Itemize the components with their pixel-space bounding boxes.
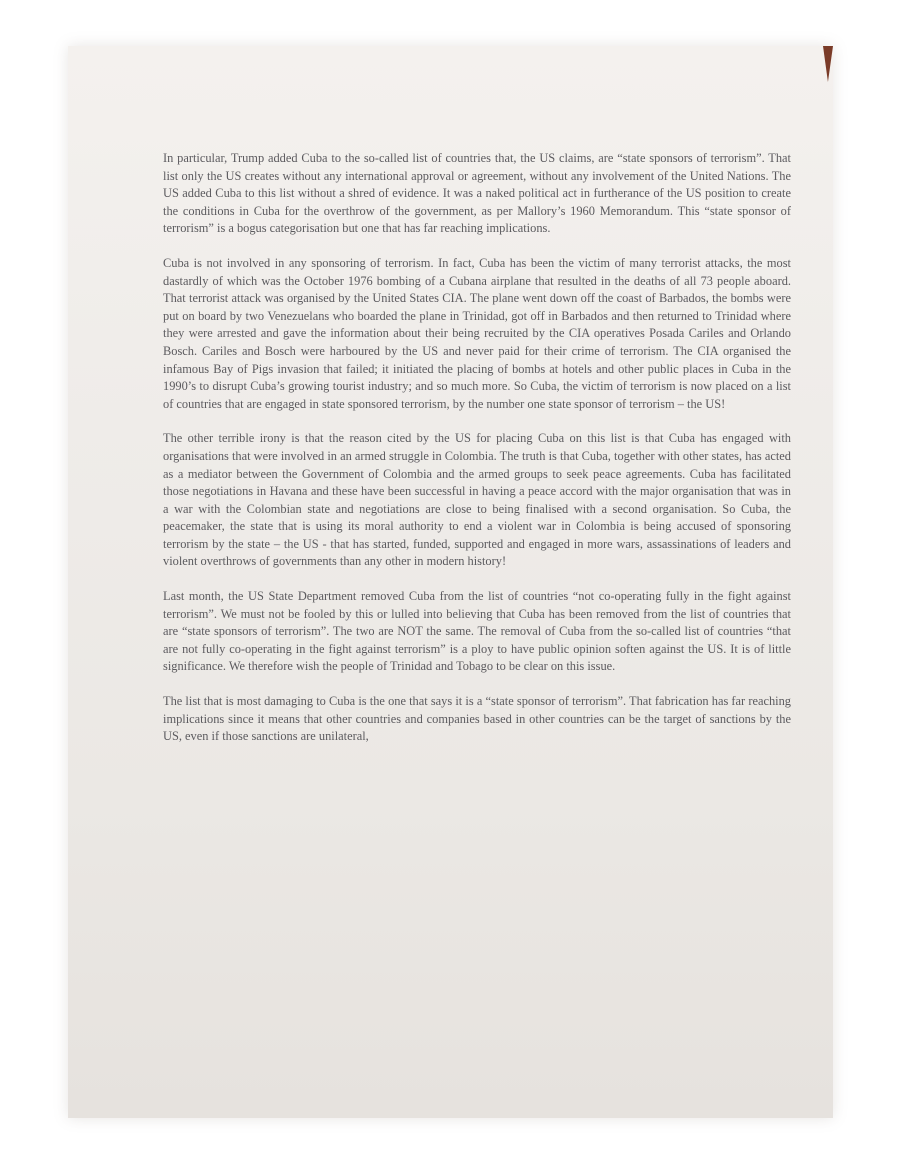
paragraph-1: In particular, Trump added Cuba to the so-called list of countries that, the US claims, are “state sponsors of terrorism”. That list only the US creates without any international approval or agreement, without any involvement of the United Nations. The US added Cuba to this list without a shred of evidence. It was a naked political act in furtherance of the US position to create the conditions in Cuba for the overthrow of the government, as per Mallory’s 1960 Memorandum. This “state sponsor of terrorism” is a bogus categorisation but one that has far reaching implications. bbox=[163, 151, 791, 236]
paper-sheet bbox=[68, 46, 833, 1118]
paragraph-5: The list that is most damaging to Cuba is the one that says it is a “state sponsor of terrorism”. That fabrication has far reaching implications since it means that other countries and companies based in other countries can be the target of sanctions by the US, even if those sanctions are unilateral, bbox=[163, 694, 791, 744]
torn-corner-mark bbox=[818, 46, 833, 82]
paragraph-2: Cuba is not involved in any sponsoring of terrorism. In fact, Cuba has been the victim of many terrorist attacks, the most dastardly of which was the October 1976 bombing of a Cubana airplane that resulted in the deaths of all 73 people aboard. That terrorist attack was organised by the United States CIA. The plane went down off the coast of Barbados, the bombs were put on board by two Venezuelans who boarded the plane in Trinidad, got off in Barbados and then returned to Trinidad where they were arrested and gave the information about their being recruited by the CIA operatives Posada Cariles and Orlando Bosch. Cariles and Bosch were harboured by the US and never paid for their crime of terrorism. The CIA organised the infamous Bay of Pigs invasion that failed; it initiated the placing of bombs at hotels and other public places in Cuba in the 1990’s to disrupt Cuba’s growing tourist industry; and so much more. So Cuba, the victim of terrorism is now placed on a list of countries that are engaged in state sponsored terrorism, by the number one state sponsor of terrorism – the US! bbox=[163, 255, 791, 411]
document-body bbox=[163, 150, 791, 763]
paragraph-4: Last month, the US State Department removed Cuba from the list of countries “not co-operating fully in the fight against terrorism”. We must not be fooled by this or lulled into believing that Cuba has been removed from the list of countries that are “state sponsors of terrorism”. The two are NOT the same. The removal of Cuba from the so-called list of countries “that are not fully co-operating in the fight against terrorism” is a ploy to have public opinion soften against the US. It is of little significance. We therefore wish the people of Trinidad and Tobago to be clear on this issue. bbox=[163, 589, 791, 674]
paragraph-3: The other terrible irony is that the reason cited by the US for placing Cuba on this list is that Cuba has engaged with organisations that were involved in an armed struggle in Colombia. The truth is that Cuba, together with other states, has acted as a mediator between the Government of Colombia and the armed groups to seek peace agreements. Cuba has facilitated those negotiations in Havana and these have been successful in having a peace accord with the major organisation that was in a war with the Colombian state and negotiations are close to being finalised with a second organisation. So Cuba, the peacemaker, the state that is using its moral authority to end a violent war in Colombia is being accused of sponsoring terrorism by the state – the US - that has started, funded, supported and engaged in more wars, assassinations of leaders and violent overthrows of governments than any other in modern history! bbox=[163, 431, 791, 569]
